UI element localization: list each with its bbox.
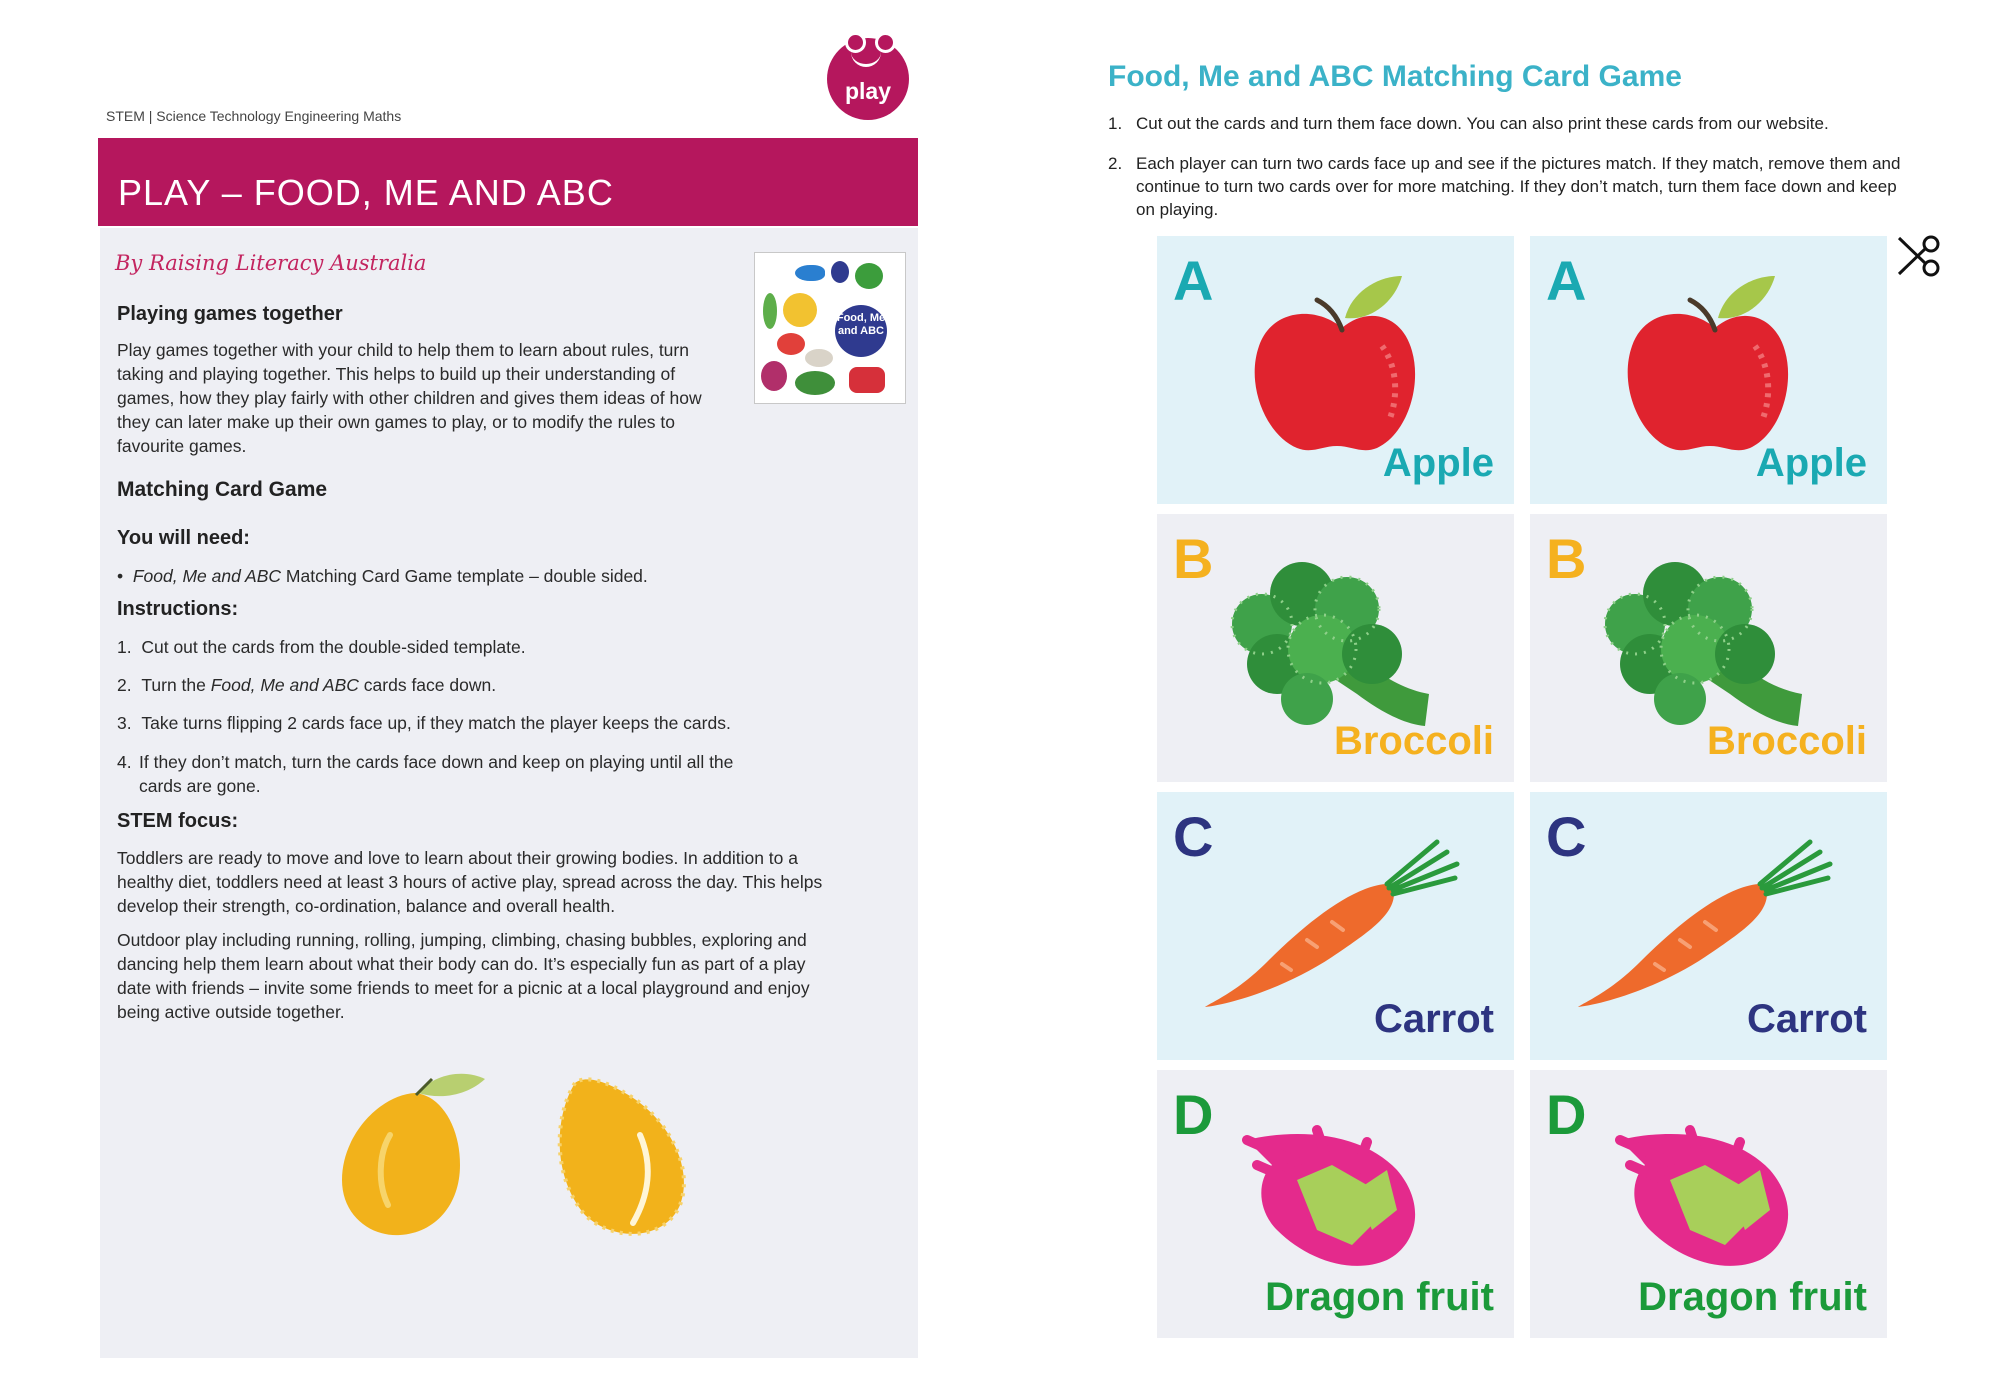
card-carrot[interactable] xyxy=(1157,792,1514,1060)
card-dragon-fruit[interactable] xyxy=(1157,1070,1514,1338)
needs-item-text: Matching Card Game template – double sided. xyxy=(281,566,648,586)
card-letter: C xyxy=(1173,805,1214,868)
instruction-text: Turn the xyxy=(141,675,211,695)
scissors-icon xyxy=(1895,232,1945,280)
instructions-heading: Instructions: xyxy=(117,598,239,620)
card-broccoli[interactable] xyxy=(1157,514,1514,782)
book-cover-title: Food, Me and ABC xyxy=(835,305,887,357)
card-label: Apple xyxy=(1755,441,1867,485)
card-label: Dragon fruit xyxy=(1265,1275,1494,1319)
instruction-text: Cut out the cards from the double-sided template. xyxy=(141,637,526,657)
stem-focus-paragraph-2: Outdoor play including running, rolling, jumping, climbing, chasing bubbles, exploring and dancing help them learn about what their body can do. It’s especially fun as part of a play date with friends – invite some friends to meet for a picnic at a local playground and enjoy being active outside together. xyxy=(117,930,810,1022)
step-number: 2. xyxy=(1108,154,1123,173)
card-label: Carrot xyxy=(1746,997,1867,1041)
card-label: Carrot xyxy=(1373,997,1494,1041)
card-letter: A xyxy=(1546,249,1587,312)
stem-focus-heading: STEM focus: xyxy=(117,810,239,832)
instruction-item xyxy=(117,673,817,697)
card-label: Dragon fruit xyxy=(1638,1275,1867,1319)
author-line: By Raising Literacy Australia xyxy=(115,251,427,275)
step-number: 1. xyxy=(1108,114,1123,133)
card-letter: B xyxy=(1173,527,1214,590)
card-apple[interactable] xyxy=(1530,236,1887,504)
card-dragon-fruit[interactable] xyxy=(1530,1070,1887,1338)
play-badge xyxy=(827,38,909,120)
card-letter: D xyxy=(1546,1083,1587,1146)
card-letter: D xyxy=(1173,1083,1214,1146)
card-game-step xyxy=(1108,112,1928,135)
card-game-step xyxy=(1108,152,1920,221)
needs-item-title: Food, Me and ABC xyxy=(132,566,282,586)
instruction-item xyxy=(117,635,817,659)
instruction-book-title: Food, Me and ABC xyxy=(210,675,359,695)
instruction-item xyxy=(117,711,837,735)
card-carrot[interactable] xyxy=(1530,792,1887,1060)
instruction-number: 2. xyxy=(117,675,132,695)
book-cover-thumbnail xyxy=(754,252,906,404)
card-letter: B xyxy=(1546,527,1587,590)
card-game-title: Food, Me and ABC Matching Card Game xyxy=(1108,60,1682,93)
card-apple[interactable] xyxy=(1157,236,1514,504)
matching-game-heading: Matching Card Game xyxy=(117,478,328,501)
card-broccoli[interactable] xyxy=(1530,514,1887,782)
needs-list-item: • Food, Me and ABC Matching Card Game template – double sided. xyxy=(117,566,648,586)
breadcrumb: STEM | Science Technology Engineering Maths xyxy=(106,108,402,124)
lemon-icon xyxy=(545,1075,695,1245)
instruction-item xyxy=(117,750,777,798)
card-label: Broccoli xyxy=(1333,719,1494,763)
instruction-text: If they don’t match, turn the cards face down and keep on playing until all the cards are gone. xyxy=(139,752,734,796)
instruction-number: 4. xyxy=(117,752,132,772)
instruction-number: 3. xyxy=(117,713,132,733)
playing-games-heading: Playing games together xyxy=(117,303,343,325)
card-label: Apple xyxy=(1382,441,1494,485)
page-title: PLAY – FOOD, ME AND ABC xyxy=(118,172,614,213)
instruction-text: Take turns flipping 2 cards face up, if they match the player keeps the cards. xyxy=(141,713,731,733)
instruction-number: 1. xyxy=(117,637,132,657)
stem-focus-paragraph-1: Toddlers are ready to move and love to learn about their growing bodies. In addition to a healthy diet, toddlers need at least 3 hours of active play, spread across the day. This helps develop their strength, co-ordination, balance and overall health. xyxy=(117,848,823,916)
card-letter: A xyxy=(1173,249,1214,312)
step-text: Cut out the cards and turn them face down. You can also print these cards from our website. xyxy=(1136,114,1829,133)
card-label: Broccoli xyxy=(1706,719,1867,763)
play-badge-label: play xyxy=(844,78,892,104)
instruction-text: cards face down. xyxy=(358,675,497,695)
playing-games-text: Play games together with your child to help them to learn about rules, turn taking and playing together. This helps to build up their understanding of games, how they play fairly with other children and gives them ideas of how they can later make up their own games to play, or to modify the rules to favourite games. xyxy=(117,340,702,456)
you-will-need-heading: You will need: xyxy=(117,527,250,549)
card-letter: C xyxy=(1546,805,1587,868)
step-text: Each player can turn two cards face up and see if the pictures match. If they match, remove them and continue to turn two cards over for more matching. If they don’t match, turn them face down and keep on playing. xyxy=(1136,154,1901,219)
quince-icon xyxy=(320,1065,500,1245)
